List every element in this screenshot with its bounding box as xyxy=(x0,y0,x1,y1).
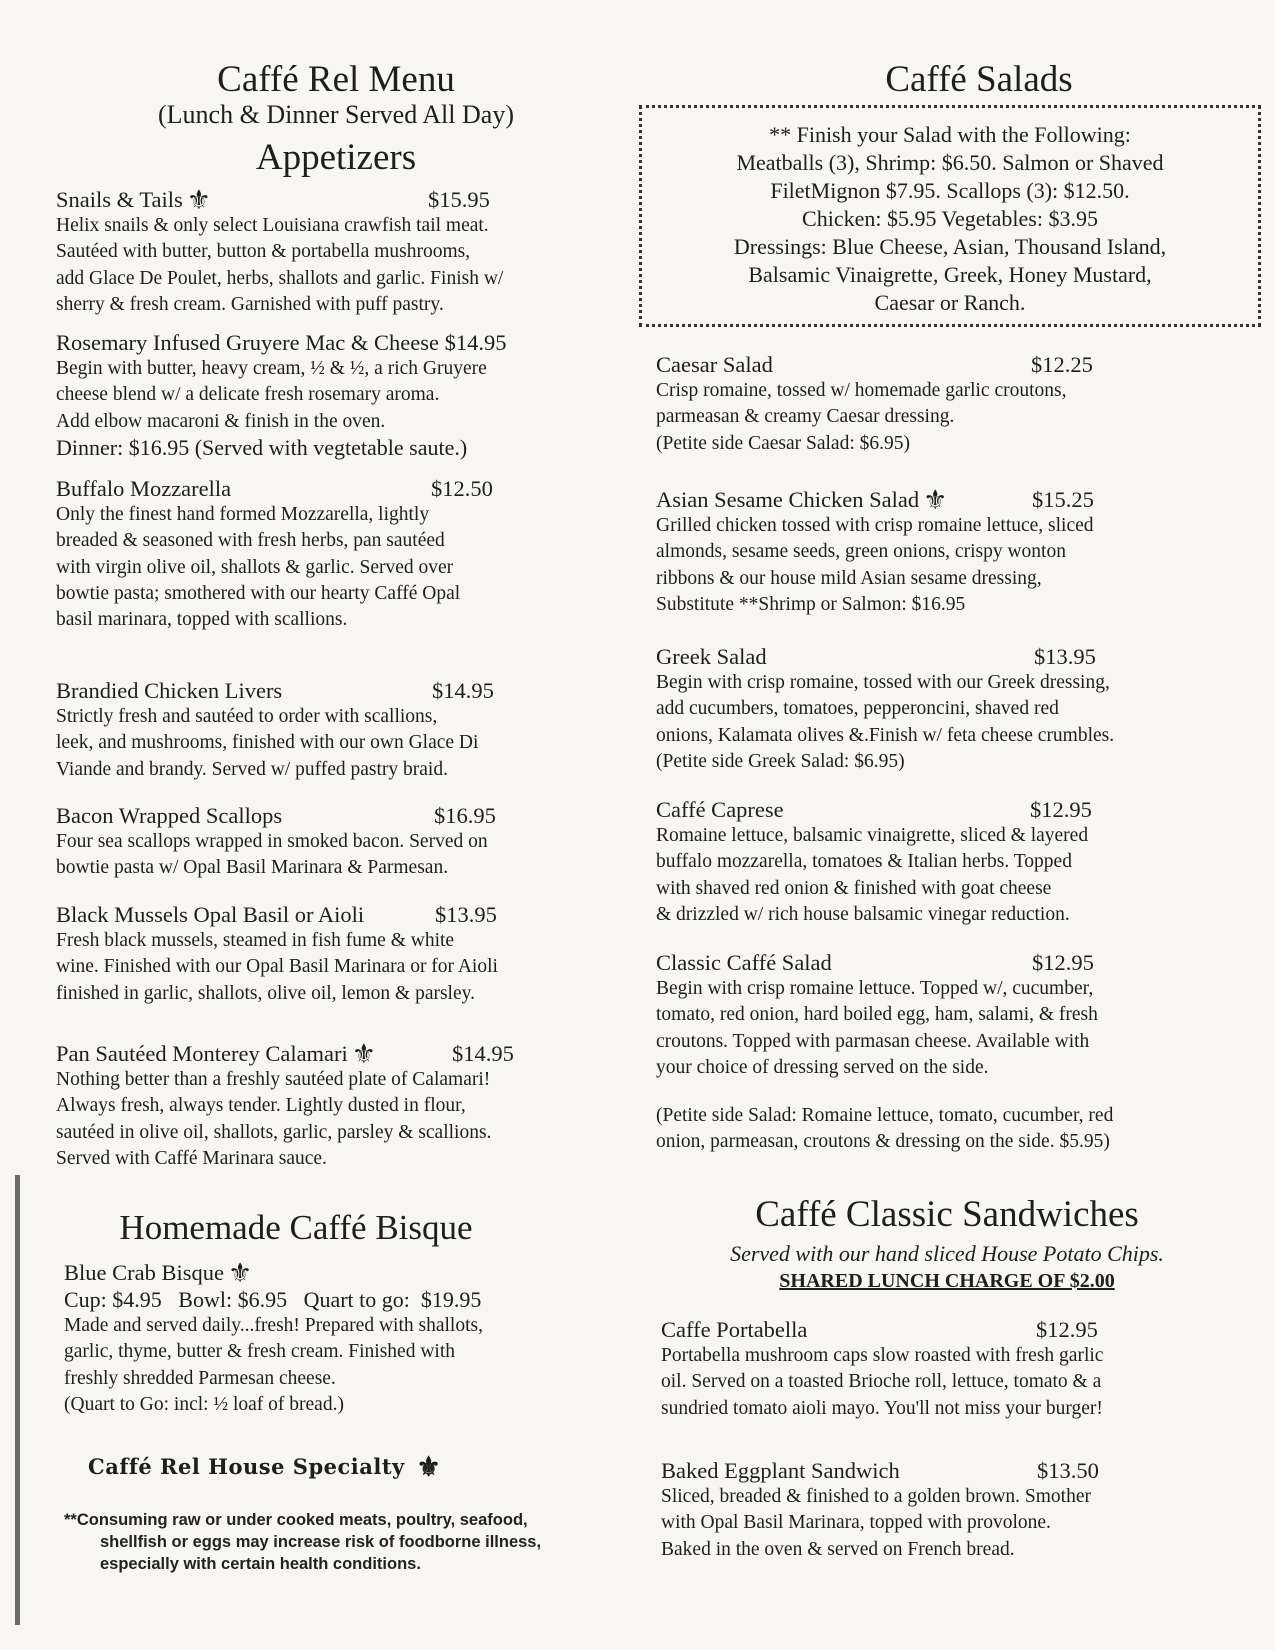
item-description: Baked in the oven & served on French bread. xyxy=(661,1538,1015,1560)
item-description: almonds, sesame seeds, green onions, crispy wonton xyxy=(656,541,1066,563)
item-description: Add elbow macaroni & finish in the oven. xyxy=(56,410,386,432)
salads-heading: Caffé Salads xyxy=(885,59,1073,100)
addon-line: Meatballs (3), Shrimp: $6.50. Salmon or Shaved xyxy=(736,150,1164,175)
fleur-de-lis-icon: ⚜ xyxy=(186,185,211,215)
item-description: bowtie pasta w/ Opal Basil Marinara & Parmesan. xyxy=(56,857,449,879)
menu-item xyxy=(56,678,616,783)
bisque-heading: Homemade Caffé Bisque xyxy=(119,1208,473,1247)
item-description: (Petite side Caesar Salad: $6.95) xyxy=(656,432,910,454)
item-description: Fresh black mussels, steamed in fish fume & white xyxy=(56,930,455,951)
warning-line: shellfish or eggs may increase risk of foodborne illness, xyxy=(100,1533,542,1551)
item-description: sautéed in olive oil, shallots, garlic, parsley & scallions. xyxy=(56,1121,492,1143)
item-description: with virgin olive oil, shallots & garlic. Served over xyxy=(56,556,454,578)
item-price: $14.95 xyxy=(432,678,494,703)
item-description: Served with Caffé Marinara sauce. xyxy=(56,1147,327,1169)
menu-item xyxy=(56,330,616,461)
item-name: Caffe Portabella xyxy=(661,1317,808,1342)
menu-item xyxy=(661,1317,1243,1422)
fleur-de-lis-icon: ⚜ xyxy=(227,1258,253,1288)
addon-line: ** Finish your Salad with the Following: xyxy=(769,122,1131,147)
addon-line: Dressings: Blue Cheese, Asian, Thousand Island, xyxy=(733,234,1167,259)
item-name: Pan Sautéed Monterey Calamari xyxy=(56,1041,348,1066)
item-description: Begin with crisp romaine lettuce. Topped w/, cucumber, xyxy=(656,978,1094,999)
addon-line: Chicken: $5.95 Vegetables: $3.95 xyxy=(802,206,1098,231)
item-description: Sautéed with butter, button & portabella mushrooms, xyxy=(56,241,471,263)
item-description: wine. Finished with our Opal Basil Marinara or for Aioli xyxy=(56,956,498,978)
item-description: Viande and brandy. Served w/ puffed pastry braid. xyxy=(56,758,448,780)
item-name: Buffalo Mozzarella xyxy=(56,476,232,501)
item-price: $12.95 xyxy=(1030,797,1092,822)
item-name: Asian Sesame Chicken Salad xyxy=(656,487,920,512)
item-description: bowtie pasta; smothered with our hearty Caffé Opal xyxy=(56,582,461,604)
menu-item xyxy=(661,1458,1243,1563)
item-price: $15.95 xyxy=(428,187,490,212)
menu-item xyxy=(656,950,1238,1081)
fleur-de-lis-icon: ⚜ xyxy=(351,1039,377,1069)
sandwiches-subtitle: Served with our hand sliced House Potato Chips. xyxy=(730,1241,1164,1266)
item-description: tomato, red onion, hard boiled egg, ham, salami, & fresh xyxy=(656,1004,1098,1026)
menu-item xyxy=(56,476,616,633)
item-price: $13.95 xyxy=(1034,644,1096,669)
menu-item xyxy=(56,1041,616,1172)
fleur-de-lis-icon: ⚜ xyxy=(923,485,948,515)
shared-lunch-charge: SHARED LUNCH CHARGE OF $2.00 xyxy=(779,1270,1115,1292)
sandwiches-heading: Caffé Classic Sandwiches xyxy=(755,1194,1139,1235)
item-price: $12.25 xyxy=(1031,352,1093,377)
item-description: Romaine lettuce, balsamic vinaigrette, sliced & layered xyxy=(656,825,1089,846)
house-specialty-label: Caffé Rel House Specialty xyxy=(88,1454,405,1479)
item-description: Portabella mushroom caps slow roasted with fresh garlic xyxy=(661,1345,1104,1366)
item-name: Blue Crab Bisque xyxy=(64,1260,224,1285)
warning-line: **Consuming raw or under cooked meats, poultry, seafood, xyxy=(64,1511,528,1529)
item-description: oil. Served on a toasted Brioche roll, lettuce, tomato & a xyxy=(661,1371,1102,1393)
item-price: $16.95 xyxy=(434,803,496,828)
item-name: Bacon Wrapped Scallops xyxy=(56,803,283,828)
item-description: Sliced, breaded & finished to a golden brown. Smother xyxy=(661,1486,1091,1507)
menu-item xyxy=(56,902,616,1007)
item-description: Strictly fresh and sautéed to order with scallions, xyxy=(56,706,438,727)
food-safety-warning xyxy=(64,1509,541,1575)
dinner-price-note: Dinner: $16.95 (Served with vegtetable saute.) xyxy=(56,434,468,460)
house-specialty-legend xyxy=(88,1452,442,1483)
item-price: $13.50 xyxy=(1037,1458,1099,1483)
item-name: Classic Caffé Salad xyxy=(656,950,832,975)
addon-line: Caesar or Ranch. xyxy=(874,290,1026,315)
item-description: Begin with crisp romaine, tossed with our Greek dressing, xyxy=(656,672,1110,693)
item-description: Only the finest hand formed Mozzarella, lightly xyxy=(56,504,430,525)
item-description: (Petite side Greek Salad: $6.95) xyxy=(656,750,905,772)
menu-subtitle: (Lunch & Dinner Served All Day) xyxy=(158,100,514,129)
item-description: finished in garlic, shallots, olive oil, lemon & parsley. xyxy=(56,982,475,1004)
item-price: $14.95 xyxy=(444,330,507,355)
item-description: add Glace De Poulet, herbs, shallots and garlic. Finish w/ xyxy=(56,267,504,289)
fleur-de-lis-icon: ⚜ xyxy=(416,1452,442,1483)
item-price: $12.95 xyxy=(1032,950,1094,975)
item-name: Rosemary Infused Gruyere Mac & Cheese xyxy=(56,330,439,355)
appetizers-heading: Appetizers xyxy=(255,137,417,178)
petite-salad-note xyxy=(656,1103,1238,1156)
item-price: $15.25 xyxy=(1032,487,1094,512)
item-description: your choice of dressing served on the side. xyxy=(656,1056,989,1078)
item-description: with shaved red onion & finished with goat cheese xyxy=(656,877,1052,899)
item-description: Always fresh, always tender. Lightly dusted in flour, xyxy=(56,1095,466,1117)
warning-line: especially with certain health conditions. xyxy=(100,1555,421,1573)
addon-line: Balsamic Vinaigrette, Greek, Honey Mustard, xyxy=(748,262,1152,287)
item-description: with Opal Basil Marinara, topped with provolone. xyxy=(661,1512,1051,1534)
item-description: freshly shredded Parmesan cheese. xyxy=(64,1367,336,1389)
note-line: onion, parmeasan, croutons & dressing on the side. $5.95) xyxy=(656,1131,1110,1153)
item-description: garlic, thyme, butter & fresh cream. Finished with xyxy=(64,1341,455,1363)
item-description: Grilled chicken tossed with crisp romaine lettuce, sliced xyxy=(656,515,1094,536)
item-description: Begin with butter, heavy cream, ½ & ½, a rich Gruyere xyxy=(56,358,487,379)
item-description: Made and served daily...fresh! Prepared with shallots, xyxy=(64,1315,483,1336)
item-name: Caffé Caprese xyxy=(656,797,784,822)
item-price: $13.95 xyxy=(435,902,497,927)
item-name: Snails & Tails xyxy=(56,187,183,212)
menu-item xyxy=(656,487,1238,618)
item-description: buffalo mozzarella, tomatoes & Italian herbs. Topped xyxy=(656,851,1072,873)
item-description: Four sea scallops wrapped in smoked bacon. Served on xyxy=(56,831,488,852)
menu-item xyxy=(656,644,1238,775)
item-name: Baked Eggplant Sandwich xyxy=(661,1458,900,1483)
item-description: Nothing better than a freshly sautéed plate of Calamari! xyxy=(56,1069,491,1090)
item-description: sherry & fresh cream. Garnished with puff pastry. xyxy=(56,293,444,315)
item-description: breaded & seasoned with fresh herbs, pan sautéed xyxy=(56,530,445,552)
menu-item xyxy=(56,803,616,882)
item-description: add cucumbers, tomatoes, pepperoncini, shaved red xyxy=(656,698,1059,720)
salad-addons-box xyxy=(639,105,1261,327)
item-description: Crisp romaine, tossed w/ homemade garlic croutons, xyxy=(656,380,1067,401)
item-description: & drizzled w/ rich house balsamic vinegar reduction. xyxy=(656,903,1070,925)
item-description: (Quart to Go: incl: ½ loaf of bread.) xyxy=(64,1393,344,1415)
item-description: sundried tomato aioli mayo. You'll not miss your burger! xyxy=(661,1397,1103,1419)
menu-item xyxy=(56,187,616,318)
item-name: Greek Salad xyxy=(656,644,767,669)
item-description: Helix snails & only select Louisiana crawfish tail meat. xyxy=(56,215,489,236)
item-description: ribbons & our house mild Asian sesame dressing, xyxy=(656,567,1042,589)
menu-item xyxy=(64,1260,624,1418)
menu-item xyxy=(656,797,1238,928)
item-description: cheese blend w/ a delicate fresh rosemary aroma. xyxy=(56,384,440,406)
item-price: $12.95 xyxy=(1036,1317,1098,1342)
item-description: basil marinara, topped with scallions. xyxy=(56,609,348,631)
menu-title: Caffé Rel Menu xyxy=(217,59,455,100)
item-price: $14.95 xyxy=(452,1041,514,1066)
item-description: croutons. Topped with parmasan cheese. Available with xyxy=(656,1030,1090,1052)
addon-line: FiletMignon $7.95. Scallops (3): $12.50. xyxy=(770,178,1130,203)
note-line: (Petite side Salad: Romaine lettuce, tomato, cucumber, red xyxy=(656,1105,1114,1126)
item-name: Black Mussels Opal Basil or Aioli xyxy=(56,902,365,927)
item-description: Substitute **Shrimp or Salmon: $16.95 xyxy=(656,593,966,615)
bisque-sizes: Cup: $4.95 Bowl: $6.95 Quart to go: $19.95 xyxy=(64,1287,482,1312)
item-price: $12.50 xyxy=(431,476,493,501)
item-description: onions, Kalamata olives &.Finish w/ feta cheese crumbles. xyxy=(656,724,1115,746)
item-name: Caesar Salad xyxy=(656,352,773,377)
item-description: leek, and mushrooms, finished with our own Glace Di xyxy=(56,732,479,754)
menu-item xyxy=(656,352,1238,457)
item-name: Brandied Chicken Livers xyxy=(56,678,283,703)
item-description: parmeasan & creamy Caesar dressing. xyxy=(656,406,955,428)
